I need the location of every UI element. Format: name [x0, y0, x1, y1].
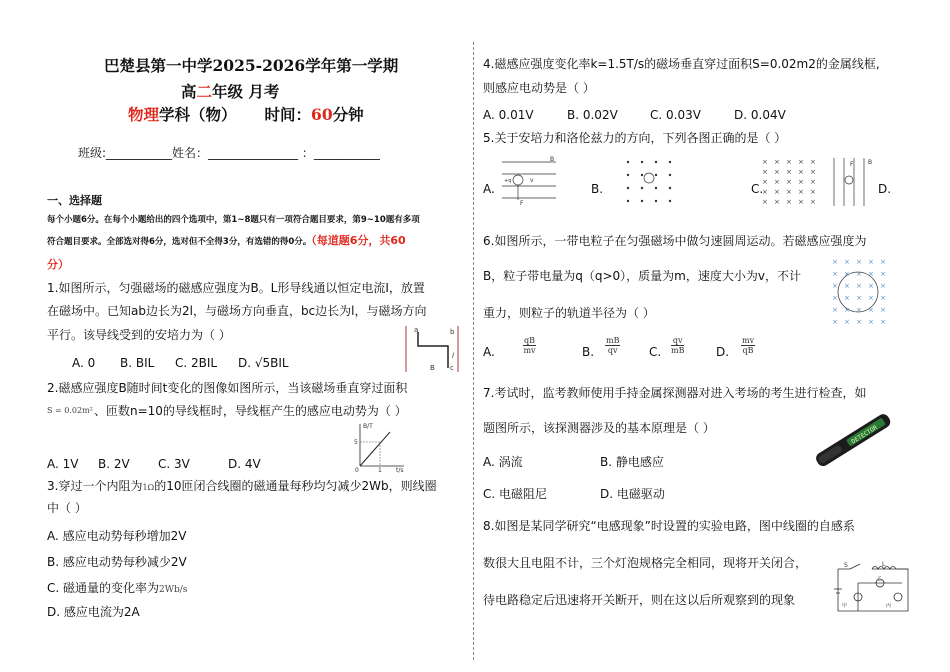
q6-figure	[830, 256, 890, 330]
svg-text:×: ×	[868, 318, 874, 326]
q2-graph	[350, 422, 406, 474]
svg-text:×: ×	[774, 188, 780, 196]
q6-fraction-c: $\frac{qv}{mB}$	[671, 336, 685, 355]
svg-text:×: ×	[880, 318, 886, 326]
section-instructions-1: 每个小题6分。在每个小题给出的四个选项中，第1~8题只有一项符合题目要求，第9~10题有多项	[47, 215, 420, 225]
q1-line-3: 平行。该导线受到的安培力为（ ）	[47, 328, 231, 342]
q2-option-c: C. 3V	[158, 457, 190, 471]
svg-text:×: ×	[844, 270, 850, 278]
svg-text:×: ×	[844, 282, 850, 290]
q5-option-b: B.	[591, 182, 604, 196]
q1-option-c: C. 2BIL	[175, 356, 218, 370]
q3-line-1: 3.穿过一个内阻为1Ω的10匝闭合线圈的磁通量每秒均匀减少2Wb，则线圈	[47, 479, 437, 493]
section-note-end: 分）	[47, 258, 69, 271]
svg-text:×: ×	[856, 294, 862, 302]
column-divider	[473, 42, 474, 660]
svg-text:×: ×	[798, 158, 804, 166]
q5-figure-b	[622, 156, 676, 208]
q7-option-d: D. 电磁驱动	[600, 487, 665, 501]
svg-text:×: ×	[844, 258, 850, 266]
svg-text:×: ×	[868, 306, 874, 314]
q2-option-d: D. 4V	[228, 457, 261, 471]
q7-option-b: B. 静电感应	[600, 455, 664, 469]
svg-text:×: ×	[880, 282, 886, 290]
svg-text:×: ×	[810, 178, 816, 186]
q8-label-S: S	[844, 562, 848, 569]
q6-fraction-a: $\frac{qB}{mv}$	[523, 336, 536, 355]
svg-text:×: ×	[798, 168, 804, 176]
q8-line-1: 8.如图是某同学研究“电感现象”时设置的实验电路，图中线圈的自感系	[483, 519, 855, 533]
svg-text:×: ×	[880, 294, 886, 302]
q2-ylabel: B/T	[363, 423, 373, 430]
q1-label-a: a	[414, 326, 419, 334]
section-instructions-2: 符合题目要求。全部选对得6分，选对但不全得3分，有选错的得0分。（每道题6分，共60	[47, 234, 406, 247]
svg-text:×: ×	[810, 188, 816, 196]
q8-circuit	[828, 561, 912, 617]
svg-text:×: ×	[880, 258, 886, 266]
q7-line-1: 7.考试时，监考教师使用手持金属探测器对进入考场的考生进行检查，如	[483, 386, 867, 400]
svg-text:×: ×	[832, 282, 838, 290]
svg-text:F: F	[850, 161, 854, 168]
q6-fraction-d: $\frac{mv}{qB}$	[742, 336, 755, 355]
q2-area: S = 0.02m²	[47, 406, 93, 415]
q6-option-c: C.	[649, 345, 662, 359]
metal-detector-picture	[802, 410, 902, 474]
q2-origin: 0	[355, 467, 359, 474]
q7-option-c: C. 电磁阻尼	[483, 487, 548, 501]
svg-text:×: ×	[762, 198, 768, 206]
q8-label-bing: 丙	[886, 603, 892, 609]
right-column	[478, 0, 950, 672]
svg-text:×: ×	[832, 258, 838, 266]
q4-line-1: 4.磁感应强度变化率k=1.5T/s的磁场垂直穿过面积S=0.02m2的金属线框,	[483, 57, 880, 71]
svg-text:×: ×	[880, 270, 886, 278]
svg-text:×: ×	[832, 294, 838, 302]
svg-text:×: ×	[798, 188, 804, 196]
q2-option-a: A. 1V	[47, 457, 79, 471]
svg-text:×: ×	[762, 188, 768, 196]
q2-line-2: 、匝数n=10的导线框时，导线框产生的感应电动势为（ ）	[94, 404, 407, 418]
q1-label-b: b	[450, 328, 455, 336]
svg-text:×: ×	[832, 306, 838, 314]
q3-option-c: C. 磁通量的变化率为2Wb/s	[47, 581, 188, 595]
svg-text:×: ×	[856, 318, 862, 326]
q5-figure-d	[830, 156, 874, 208]
svg-text:×: ×	[786, 158, 792, 166]
q1-label-l: l	[452, 352, 454, 360]
svg-text:×: ×	[856, 306, 862, 314]
q7-option-a: A. 涡流	[483, 455, 523, 469]
svg-text:×: ×	[844, 294, 850, 302]
student-info-fields: 班级:___________姓名：_______________ ：___________	[78, 146, 380, 160]
svg-text:×: ×	[832, 318, 838, 326]
svg-text:×: ×	[832, 270, 838, 278]
svg-text:×: ×	[774, 168, 780, 176]
q5-line-1: 5.关于安培力和洛伦兹力的方向，下列各图正确的是（ ）	[483, 131, 787, 145]
q3-option-a: A. 感应电动势每秒增加2V	[47, 529, 187, 543]
svg-text:×: ×	[774, 198, 780, 206]
q6-option-a: A.	[483, 345, 495, 359]
q5-option-a: A.	[483, 182, 495, 196]
svg-text:×: ×	[762, 158, 768, 166]
q2-option-b: B. 2V	[98, 457, 130, 471]
svg-text:×: ×	[810, 168, 816, 176]
svg-text:×: ×	[774, 178, 780, 186]
subject-time-line: 物理学科（物） 时间：60分钟	[128, 105, 364, 124]
svg-text:×: ×	[798, 198, 804, 206]
svg-text:B: B	[868, 159, 873, 166]
svg-text:×: ×	[856, 258, 862, 266]
svg-text:×: ×	[868, 294, 874, 302]
q6-option-b: B.	[582, 345, 595, 359]
q1-figure	[400, 324, 464, 374]
q6-fraction-b: $\frac{mB}{qv}$	[606, 336, 620, 355]
q5-figure-c	[760, 156, 820, 208]
q1-option-b: B. BIL	[120, 356, 155, 370]
q3-option-b: B. 感应电动势每秒减少2V	[47, 555, 187, 569]
svg-text:×: ×	[868, 270, 874, 278]
svg-text:+q: +q	[504, 178, 512, 184]
left-column	[0, 0, 470, 672]
q5-figure-a	[500, 156, 560, 208]
q2-line-1: 2.磁感应强度B随时间t变化的图像如图所示，当该磁场垂直穿过面积	[47, 381, 408, 395]
svg-text:B: B	[550, 156, 555, 163]
q8-label-yi: 乙	[877, 576, 883, 582]
svg-text:×: ×	[868, 258, 874, 266]
q8-label-L: L	[882, 561, 886, 568]
q1-option-a: A. 0	[72, 356, 96, 370]
q8-line-3: 待电路稳定后迅速将开关断开，则在这以后所观察到的现象	[483, 593, 796, 607]
svg-text:×: ×	[786, 178, 792, 186]
q6-option-d: D.	[716, 345, 730, 359]
q1-label-B: B	[430, 364, 435, 372]
q4-option-a: A. 0.01V	[483, 108, 534, 122]
q4-option-d: D. 0.04V	[734, 108, 786, 122]
svg-text:×: ×	[786, 188, 792, 196]
svg-text:×: ×	[798, 178, 804, 186]
svg-text:×: ×	[844, 306, 850, 314]
q8-label-jia: 甲	[842, 603, 848, 609]
q1-label-c: c	[450, 364, 454, 372]
q1-line-1: 1.如图所示，匀强磁场的磁感应强度为B。L形导线通以恒定电流I，放置	[47, 281, 425, 295]
q4-line-2: 则感应电动势是（ ）	[483, 81, 595, 95]
svg-text:×: ×	[786, 198, 792, 206]
q4-option-b: B. 0.02V	[567, 108, 618, 122]
school-title: 巴楚县第一中学2025-2026学年第一学期	[104, 56, 399, 75]
q6-line-3: 重力，则粒子的轨道半径为（ ）	[483, 306, 655, 320]
svg-text:×: ×	[868, 282, 874, 290]
q6-line-2: B，粒子带电量为q（q>0），质量为m，速度大小为v，不计	[483, 269, 801, 283]
q5-option-d: D.	[878, 182, 892, 196]
svg-text:×: ×	[880, 306, 886, 314]
q3-option-d: D. 感应电流为2A	[47, 605, 140, 619]
q6-line-1: 6.如图所示，一带电粒子在匀强磁场中做匀速圆周运动。若磁感应强度为	[483, 234, 867, 248]
svg-text:×: ×	[786, 168, 792, 176]
q1-option-d: D. √5BIL	[238, 356, 289, 370]
svg-text:×: ×	[810, 198, 816, 206]
q4-option-c: C. 0.03V	[650, 108, 701, 122]
svg-text:×: ×	[774, 158, 780, 166]
svg-text:F: F	[520, 200, 524, 207]
svg-text:×: ×	[762, 178, 768, 186]
q8-line-2: 数很大且电阻不计，三个灯泡规格完全相同，现将开关闭合，	[483, 556, 808, 570]
svg-text:×: ×	[810, 158, 816, 166]
detector-label: DETECTOR	[850, 424, 879, 446]
svg-text:v: v	[530, 177, 534, 184]
section-title: 一、选择题	[47, 194, 102, 207]
grade-title: 高二年级 月考	[181, 82, 280, 101]
q2-ytick: 5	[354, 439, 358, 446]
q2-xlabel: t/s	[396, 467, 404, 474]
svg-text:×: ×	[856, 282, 862, 290]
q1-line-2: 在磁场中。已知ab边长为2l，与磁场方向垂直，bc边长为l，与磁场方向	[47, 304, 427, 318]
q2-xtick: 1	[378, 467, 382, 474]
svg-text:×: ×	[844, 318, 850, 326]
svg-text:×: ×	[762, 168, 768, 176]
q3-line-2: 中（ ）	[47, 501, 87, 515]
q5-option-c: C.	[751, 182, 764, 196]
svg-text:×: ×	[856, 270, 862, 278]
q7-line-2: 题图所示，该探测器涉及的基本原理是（ ）	[483, 421, 715, 435]
